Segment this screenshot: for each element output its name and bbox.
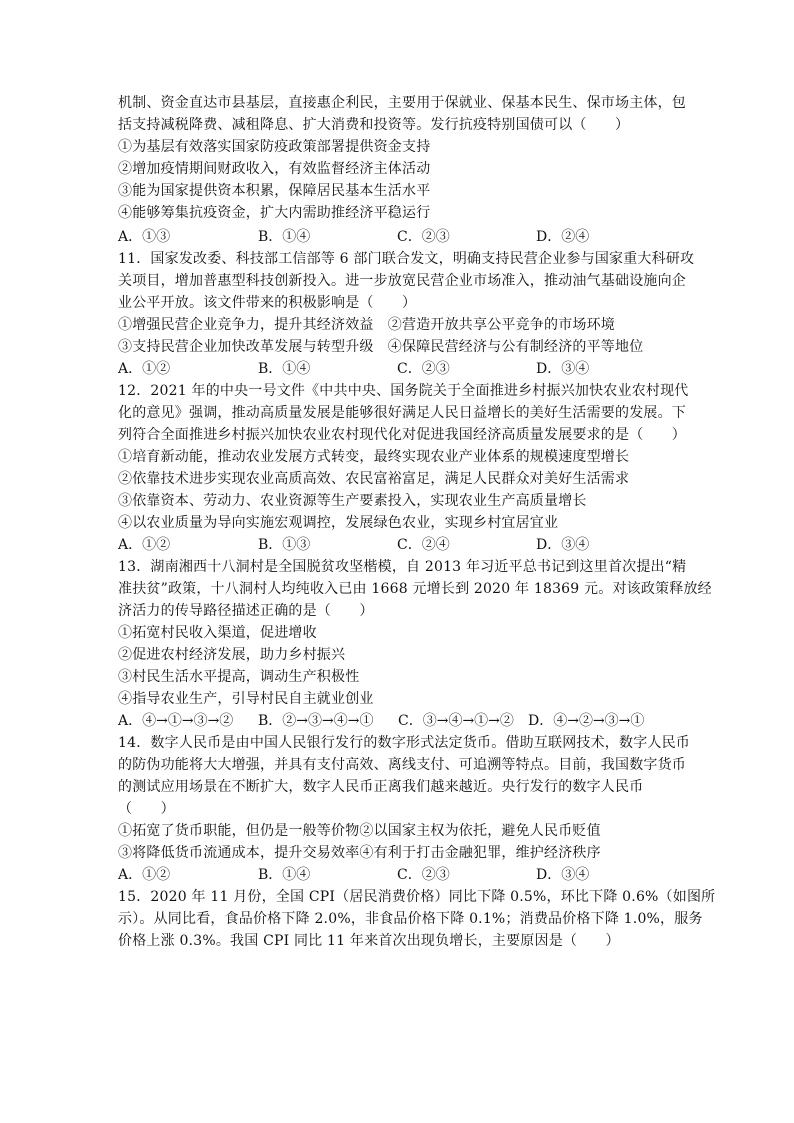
- q10-option-b[interactable]: B．①④: [258, 229, 311, 245]
- q11-items-3-4: ③支持民营企业加快改革发展与转型升级 ④保障民营经济与公有制经济的平等地位: [118, 339, 644, 355]
- q13-option-d[interactable]: D．④→②→③→①: [528, 713, 645, 729]
- q15-stem-line-2: 示）。从同比看，食品价格下降 2.0%，非食品价格下降 0.1%；消费品价格下降 1.0%，服务: [118, 911, 703, 927]
- q11-items-1-2: ①增强民营企业竞争力，提升其经济效益 ②营造开放共享公平竞争的市场环境: [118, 317, 615, 333]
- q13-stem-line-3: 济活力的传导路径描述正确的是（ ）: [118, 603, 374, 619]
- q11-stem-line-3: 业公平开放。该文件带来的积极影响是（ ）: [118, 295, 417, 311]
- q10-stem-line-1: 机制、资金直达市县基层，直接惠企利民，主要用于保就业、保基本民生、保市场主体，包: [118, 95, 686, 111]
- q12-item-2: ②依靠技术进步实现农业高质高效、农民富裕富足，满足人民群众对美好生活需求: [118, 471, 630, 487]
- q12-item-3: ③依靠资本、劳动力、农业资源等生产要素投入，实现农业生产高质量增长: [118, 493, 587, 509]
- q11-stem-line-2: 关项目，增加普惠型科技创新投入。进一步放宽民营企业市场准入，推动油气基础设施向企: [118, 273, 686, 289]
- q10-option-c[interactable]: C．②③: [397, 229, 450, 245]
- q14-stem-line-1: 14．数字人民币是由中国人民银行发行的数字形式法定货币。借助互联网技术，数字人民币: [118, 735, 691, 751]
- q14-items-3-4: ③将降低货币流通成本，提升交易效率④有利于打击金融犯罪，维护经济秩序: [118, 845, 601, 861]
- q11-option-a[interactable]: A．①②: [118, 361, 171, 377]
- q14-stem-line-3: 的测试应用场景在不断扩大，数字人民币正离我们越来越近。央行发行的数字人民币: [118, 779, 644, 795]
- q10-item-1: ①为基层有效落实国家防疫政策部署提供资金支持: [118, 139, 431, 155]
- q12-stem-line-3: 列符合全面推进乡村振兴加快农业农村现代化对促进我国经济高质量发展要求的是（ ）: [118, 427, 686, 443]
- q10-item-3: ③能为国家提供资本积累，保障居民基本生活水平: [118, 183, 431, 199]
- q14-answer-blank: （ ）: [118, 801, 175, 817]
- q13-option-b[interactable]: B．②→③→④→①: [258, 713, 374, 729]
- q13-item-3: ③村民生活水平提高，调动生产积极性: [118, 669, 360, 685]
- q13-item-1: ①拓宽村民收入渠道，促进增收: [118, 625, 317, 641]
- q14-stem-line-2: 的防伪功能将大大增强，并具有支付高效、离线支付、可追溯等特点。目前，我国数字货币: [118, 757, 686, 773]
- q14-option-d[interactable]: D．③④: [536, 867, 590, 883]
- q12-stem-line-2: 化的意见》强调，推动高质量发展是能够很好满足人民日益增长的美好生活需要的发展。下: [118, 405, 686, 421]
- q14-option-c[interactable]: C．②③: [397, 867, 450, 883]
- q14-option-b[interactable]: B．①④: [258, 867, 311, 883]
- q11-option-b[interactable]: B．①④: [258, 361, 311, 377]
- q13-stem-line-2: 准扶贫”政策，十八洞村人均纯收入已由 1668 元增长到 2020 年 18369 元。对该政策释放经: [118, 581, 712, 597]
- q11-option-c[interactable]: C．②③: [397, 361, 450, 377]
- q13-item-4: ④指导农业生产，引导村民自主就业创业: [118, 691, 374, 707]
- q11-stem-line-1: 11．国家发改委、科技部工信部等 6 部门联合发文，明确支持民营企业参与国家重大科研攻: [118, 251, 695, 267]
- q12-item-1: ①培育新动能，推动农业发展方式转变，最终实现农业产业体系的规模速度型增长: [118, 449, 630, 465]
- q15-stem-line-3: 价格上涨 0.3%。我国 CPI 同比 11 年来首次出现负增长，主要原因是（ ）: [118, 933, 620, 949]
- q12-item-4: ④以农业质量为导向实施宏观调控，发展绿色农业，实现乡村宜居宜业: [118, 515, 559, 531]
- q12-option-d[interactable]: D．③④: [536, 537, 590, 553]
- q10-stem-line-2: 括支持减税降费、减租降息、扩大消费和投资等。发行抗疫特别国债可以（ ）: [118, 117, 630, 133]
- q10-item-2: ②增加疫情期间财政收入，有效监督经济主体活动: [118, 161, 431, 177]
- q12-option-c[interactable]: C．②④: [397, 537, 450, 553]
- q12-stem-line-1: 12．2021 年的中央一号文件《中共中央、国务院关于全面推进乡村振兴加快农业农村现代: [118, 383, 689, 399]
- q14-items-1-2: ①拓宽了货币职能，但仍是一般等价物②以国家主权为依托，避免人民币贬值: [118, 823, 601, 839]
- q10-item-4: ④能够筹集抗疫资金，扩大内需助推经济平稳运行: [118, 205, 431, 221]
- q14-option-a[interactable]: A．①②: [118, 867, 171, 883]
- q13-stem-line-1: 13．湖南湘西十八洞村是全国脱贫攻坚楷模，自 2013 年习近平总书记到这里首次提出“精: [118, 559, 687, 575]
- q13-option-c[interactable]: C．③→④→①→②: [398, 713, 514, 729]
- q13-item-2: ②促进农村经济发展，助力乡村振兴: [118, 647, 346, 663]
- q12-option-a[interactable]: A．①②: [118, 537, 171, 553]
- q10-option-a[interactable]: A．①③: [118, 229, 171, 245]
- q10-option-d[interactable]: D．②④: [536, 229, 590, 245]
- q13-option-a[interactable]: A．④→①→③→②: [118, 713, 234, 729]
- q11-option-d[interactable]: D．③④: [536, 361, 590, 377]
- q12-option-b[interactable]: B．①③: [258, 537, 311, 553]
- q15-stem-line-1: 15．2020 年 11 月份，全国 CPI（居民消费价格）同比下降 0.5%，环比下降 0.6%（如图所: [118, 889, 716, 905]
